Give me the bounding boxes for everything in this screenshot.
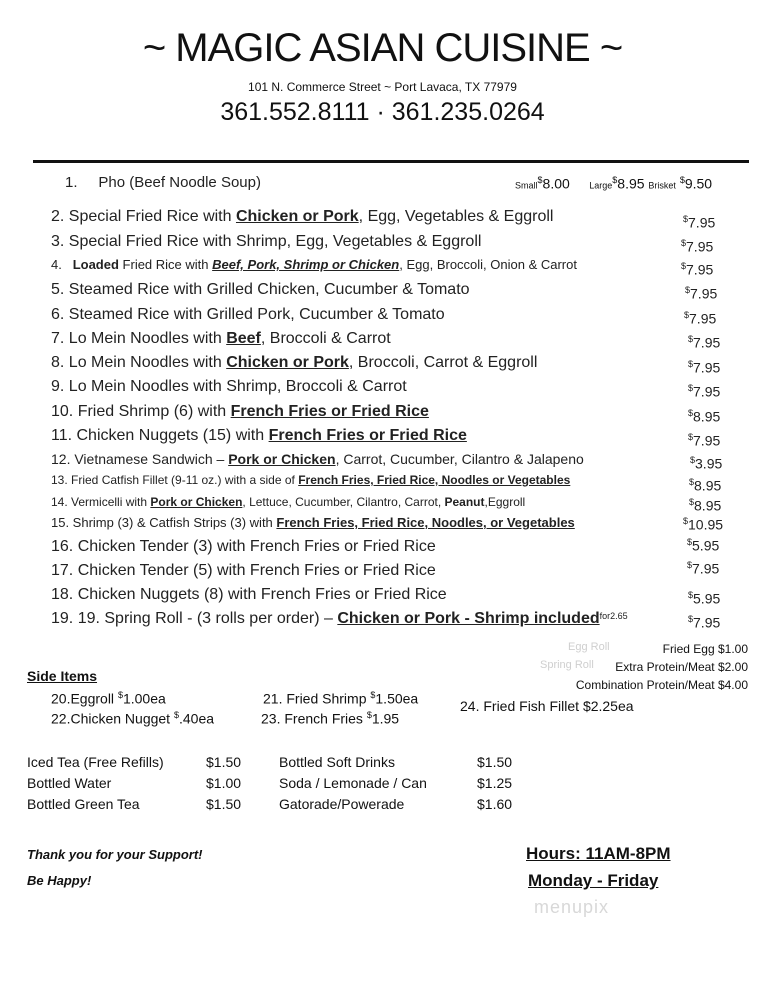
menu-item-price bbox=[689, 497, 721, 514]
menu-item-details: , Lettuce, Cucumber, Cilantro, Carrot, bbox=[242, 495, 445, 509]
menu-item-text: 8. Lo Mein Noodles with bbox=[51, 354, 227, 371]
restaurant-title: ~ MAGIC ASIAN CUISINE ~ bbox=[142, 26, 623, 70]
opening-days: Monday - Friday bbox=[528, 871, 659, 890]
currency-sign: $ bbox=[687, 560, 693, 570]
price-value: 7.95 bbox=[689, 310, 717, 327]
menu-item-3 bbox=[51, 233, 481, 251]
currency-sign: $ bbox=[688, 383, 694, 393]
currency-sign: $ bbox=[688, 334, 694, 344]
extra-protein: Extra Protein/Meat $2.00 bbox=[615, 660, 748, 674]
phone-numbers: 361.552.8111 · 361.235.0264 bbox=[220, 98, 545, 126]
menu-item-text: 15. Shrimp (3) & Catfish Strips (3) with bbox=[51, 515, 277, 530]
side-item-suffix: ea bbox=[402, 690, 419, 707]
menu-item-price bbox=[685, 285, 717, 302]
price-value: 7.95 bbox=[686, 261, 714, 278]
menu-item-16 bbox=[51, 538, 436, 556]
menu-item-lead: Loaded bbox=[72, 257, 119, 272]
currency-sign: $ bbox=[684, 310, 690, 320]
currency-sign: $ bbox=[690, 455, 696, 465]
drink-name: Iced Tea (Free Refills) bbox=[27, 754, 164, 770]
menu-item-text: 17. Chicken Tender (5) with French Fries or Fried Rice bbox=[51, 562, 436, 579]
menu-item-choice: Beef bbox=[226, 330, 261, 347]
drink-name: Bottled Green Tea bbox=[27, 796, 140, 812]
pho-brisket-price: 9.50 bbox=[684, 175, 713, 192]
menu-item-price bbox=[688, 383, 720, 400]
menu-item-choice: Peanut bbox=[444, 495, 485, 509]
drink-price: $1.50 bbox=[477, 754, 513, 770]
currency-sign: $ bbox=[366, 710, 372, 720]
currency-sign: $ bbox=[370, 690, 376, 700]
currency-sign: $ bbox=[688, 408, 694, 418]
drink-name: Bottled Water bbox=[27, 775, 112, 791]
menu-item-details: , Egg, Vegetables & Eggroll bbox=[358, 208, 554, 225]
side-item-price: 1.50 bbox=[375, 690, 403, 707]
menu-item-text: 13. Fried Catfish Fillet (9-11 oz.) with a side of bbox=[51, 473, 299, 487]
menu-item-text: 14. Vermicelli with bbox=[51, 495, 151, 509]
currency-sign: $ bbox=[679, 175, 685, 185]
side-item-price: $2.25 bbox=[582, 698, 618, 714]
price-value: 5.95 bbox=[692, 537, 720, 554]
menu-item-price bbox=[683, 214, 715, 231]
currency-sign: $ bbox=[681, 238, 687, 248]
menu-item-12 bbox=[51, 451, 584, 467]
menu-item-1 bbox=[65, 174, 261, 191]
side-item-label: 21. Fried Shrimp bbox=[263, 690, 371, 707]
pho-small-label: Small bbox=[515, 180, 538, 191]
price-value: 7.95 bbox=[693, 432, 721, 449]
currency-sign: $ bbox=[687, 537, 693, 547]
price-value: 7.95 bbox=[693, 614, 721, 631]
side-item-label: 20.Eggroll bbox=[51, 690, 118, 707]
currency-sign: $ bbox=[681, 261, 687, 271]
pho-small-price: 8.00 bbox=[542, 175, 570, 192]
menu-item-9 bbox=[51, 378, 407, 396]
menu-item-choice: Chicken or Pork bbox=[235, 208, 359, 225]
currency-sign: $ bbox=[685, 285, 691, 295]
price-value: 5.95 bbox=[693, 590, 721, 607]
currency-sign: $ bbox=[688, 590, 694, 600]
menu-item-price bbox=[688, 614, 720, 631]
menu-item-choice: French Fries, Fried Rice, Noodles or Vegetables bbox=[298, 473, 571, 487]
side-item-fried-shrimp bbox=[263, 690, 418, 707]
pho-prices bbox=[515, 175, 712, 192]
currency-sign: $ bbox=[683, 516, 689, 526]
drink-price: $1.50 bbox=[206, 754, 242, 770]
menu-item-price bbox=[688, 334, 720, 351]
menu-item-price bbox=[681, 238, 713, 255]
price-value: 7.95 bbox=[693, 383, 721, 400]
menu-item-2 bbox=[51, 208, 553, 226]
drink-price: $1.00 bbox=[206, 775, 242, 791]
side-item-fried-fish-fillet bbox=[460, 698, 634, 714]
drink-price: $1.60 bbox=[477, 796, 513, 812]
menu-item-choice: French Fries, Fried Rice, Noodles, or Vegetables bbox=[276, 515, 575, 530]
price-value: 7.95 bbox=[693, 359, 721, 376]
menu-item-5 bbox=[51, 281, 470, 299]
menu-item-price bbox=[690, 455, 722, 472]
menu-item-8 bbox=[51, 354, 537, 372]
side-items-title: Side Items bbox=[27, 668, 98, 684]
side-item-suffix: ea bbox=[617, 698, 634, 714]
side-item-label: 23. French Fries bbox=[261, 710, 367, 727]
menu-item-text: 5. Steamed Rice with Grilled Chicken, Cucumber & Tomato bbox=[51, 281, 470, 298]
extra-fried-egg: Fried Egg $1.00 bbox=[662, 642, 748, 656]
menu-item-11 bbox=[51, 427, 467, 445]
thank-you-note: Thank you for your Support! bbox=[27, 847, 203, 862]
pho-large-label: Large bbox=[589, 180, 613, 191]
menu-item-note: for2.65 bbox=[599, 611, 628, 621]
menu-item-7 bbox=[51, 330, 391, 348]
currency-sign: $ bbox=[173, 710, 179, 720]
menu-item-choice: Pork or Chicken bbox=[228, 451, 336, 467]
menu-item-details: , Egg, Broccoli, Onion & Carrot bbox=[399, 257, 577, 272]
side-item-suffix: ea bbox=[150, 690, 166, 707]
menu-item-details: , Carrot, Cucumber, Cilantro & Jalapeno bbox=[335, 451, 584, 467]
menu-item-13 bbox=[51, 473, 570, 487]
drink-price: $1.50 bbox=[206, 796, 242, 812]
pho-large-price: 8.95 bbox=[617, 175, 645, 192]
menu-item-14 bbox=[51, 495, 525, 509]
menu-item-4 bbox=[51, 257, 577, 272]
menu-item-price bbox=[687, 537, 719, 554]
drink-price: $1.25 bbox=[477, 775, 513, 791]
menu-item-10 bbox=[51, 403, 429, 421]
currency-sign: $ bbox=[688, 432, 694, 442]
side-item-price: .40 bbox=[178, 710, 199, 727]
side-item-price: 1.00 bbox=[122, 690, 151, 707]
currency-sign: $ bbox=[689, 497, 695, 507]
menu-item-price bbox=[687, 560, 719, 577]
menu-item-text: 16. Chicken Tender (3) with French Fries or Fried Rice bbox=[51, 538, 436, 555]
menu-item-price bbox=[688, 359, 720, 376]
menu-item-17 bbox=[51, 562, 436, 580]
opening-hours: Hours: 11AM-8PM bbox=[526, 844, 671, 863]
watermark-logo: menupix bbox=[534, 897, 610, 917]
currency-sign: $ bbox=[117, 690, 123, 700]
menu-item-15 bbox=[51, 515, 575, 530]
menu-item-name: Pho (Beef Noodle Soup) bbox=[98, 174, 261, 191]
menu-item-text: 10. Fried Shrimp (6) with bbox=[51, 403, 231, 420]
price-value: 10.95 bbox=[688, 516, 724, 533]
side-item-price: 1.95 bbox=[371, 710, 400, 727]
menu-item-6 bbox=[51, 306, 445, 324]
currency-sign: $ bbox=[683, 214, 689, 224]
side-item-suffix: ea bbox=[198, 710, 215, 727]
address: 101 N. Commerce Street ~ Port Lavaca, TX 77979 bbox=[248, 80, 517, 94]
price-value: 8.95 bbox=[694, 477, 722, 494]
menu-item-18 bbox=[51, 586, 447, 604]
menu-item-number: 1. bbox=[65, 174, 78, 191]
menu-item-19 bbox=[51, 610, 628, 628]
price-value: 3.95 bbox=[695, 455, 723, 472]
price-value: 7.95 bbox=[692, 560, 720, 577]
drink-name: Soda / Lemonade / Can bbox=[279, 775, 427, 791]
menu-item-text: 3. Special Fried Rice with Shrimp, Egg, Vegetables & Eggroll bbox=[51, 233, 482, 250]
drink-name: Bottled Soft Drinks bbox=[279, 754, 395, 770]
menu-item-choice: Chicken or Pork bbox=[226, 354, 349, 371]
menu-item-text: 12. Vietnamese Sandwich – bbox=[51, 451, 229, 467]
menu-item-choice: Beef, Pork, Shrimp or Chicken bbox=[212, 257, 400, 272]
menu-item-details: , Broccoli & Carrot bbox=[260, 330, 391, 347]
price-value: 8.95 bbox=[694, 497, 722, 514]
currency-sign: $ bbox=[612, 175, 618, 185]
currency-sign: $ bbox=[689, 477, 695, 487]
menu-item-text: 2. Special Fried Rice with bbox=[51, 208, 236, 225]
price-value: 7.95 bbox=[686, 238, 714, 255]
currency-sign: $ bbox=[537, 175, 543, 185]
pho-brisket-label: Brisket bbox=[648, 180, 676, 191]
side-item-french-fries bbox=[261, 710, 399, 727]
menu-item-text: 18. Chicken Nuggets (8) with French Fries or Fried Rice bbox=[51, 586, 447, 603]
menu-item-choice: French Fries or Fried Rice bbox=[268, 427, 467, 444]
side-item-eggroll bbox=[51, 690, 166, 707]
menu-item-choice: Pork or Chicken bbox=[150, 495, 243, 509]
price-value: 7.95 bbox=[693, 334, 721, 351]
menu-item-text: 6. Steamed Rice with Grilled Pork, Cucumber & Tomato bbox=[51, 306, 445, 323]
drink-name: Gatorade/Powerade bbox=[279, 796, 405, 812]
menu-item-price bbox=[684, 310, 716, 327]
menu-item-price bbox=[688, 408, 720, 425]
be-happy-note: Be Happy! bbox=[27, 873, 92, 888]
extra-combination-protein: Combination Protein/Meat $4.00 bbox=[575, 678, 748, 692]
menu-item-price bbox=[681, 261, 713, 278]
menu-item-price bbox=[689, 477, 721, 494]
currency-sign: $ bbox=[688, 614, 694, 624]
menu-item-text: 19. 19. Spring Roll - (3 rolls per order) – bbox=[51, 610, 338, 627]
ghost-text: Spring Roll bbox=[540, 659, 594, 671]
side-item-chicken-nugget bbox=[51, 710, 214, 727]
price-value: 8.95 bbox=[693, 408, 721, 425]
side-item-label: 22.Chicken Nugget bbox=[51, 710, 174, 727]
price-value: 7.95 bbox=[690, 285, 718, 302]
menu-item-price bbox=[683, 516, 723, 533]
price-value: 7.95 bbox=[688, 214, 716, 231]
menu-item-text: Fried Rice with bbox=[122, 257, 213, 272]
side-item-label: 24. Fried Fish Fillet bbox=[460, 698, 583, 714]
menu-item-text: 9. Lo Mein Noodles with Shrimp, Broccoli & Carrot bbox=[51, 378, 407, 395]
menu-item-details: ,Eggroll bbox=[484, 495, 526, 509]
menu-item-details: , Broccoli, Carrot & Eggroll bbox=[348, 354, 538, 371]
menu-item-text: 7. Lo Mein Noodles with bbox=[51, 330, 227, 347]
currency-sign: $ bbox=[688, 359, 694, 369]
ghost-text: Egg Roll bbox=[568, 641, 610, 653]
header-divider bbox=[33, 160, 749, 163]
menu-item-text: 11. Chicken Nuggets (15) with bbox=[51, 427, 269, 444]
menu-item-price bbox=[688, 590, 720, 607]
menu-item-price bbox=[688, 432, 720, 449]
menu-item-choice: Chicken or Pork - Shrimp included bbox=[337, 610, 600, 627]
menu-item-choice: French Fries or Fried Rice bbox=[230, 403, 429, 420]
menu-item-number: 4. bbox=[51, 257, 62, 272]
